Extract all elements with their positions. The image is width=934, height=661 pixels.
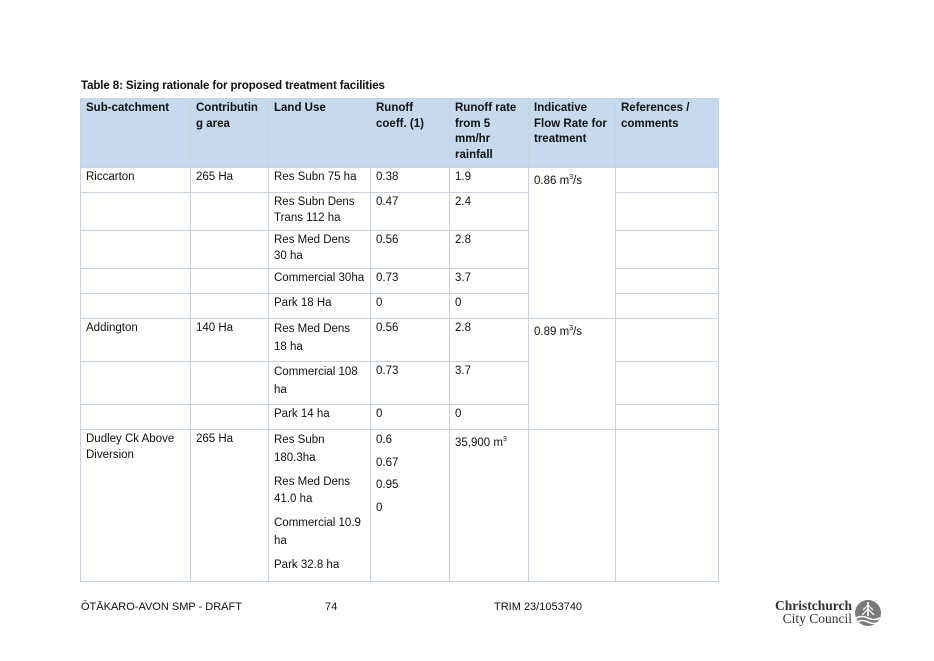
sub-catchment-cell — [81, 193, 191, 231]
area-cell — [191, 269, 269, 294]
sub-catchment-cell: Addington — [81, 319, 191, 362]
coeff-value: 0.6 — [376, 434, 392, 446]
coeff-cell: 0.47 — [371, 193, 450, 231]
rate-cell: 2.4 — [450, 193, 529, 231]
table-row — [81, 319, 719, 362]
rate-cell: 0 — [450, 294, 529, 319]
trim-reference: TRIM 23/1053740 — [494, 601, 583, 613]
land-use-cell: Res Subn Dens Trans 112 ha — [269, 193, 371, 231]
area-cell: 265 Ha — [191, 430, 269, 582]
rate-cell: 3.7 — [450, 269, 529, 294]
sub-catchment-cell — [81, 231, 191, 269]
header-flow-rate: Indicative Flow Rate for treatment — [529, 99, 616, 168]
land-use-cell: Park 18 Ha — [269, 294, 371, 319]
header-runoff-rate: Runoff rate from 5 mm/hr rainfall — [450, 99, 529, 168]
coeff-value: 0 — [376, 501, 383, 514]
table-row — [81, 193, 719, 231]
flow-rate-cell — [529, 319, 616, 430]
flow-unit: 3 — [569, 325, 574, 332]
area-cell — [191, 294, 269, 319]
coeff-cell — [371, 430, 450, 582]
land-use-text: Res Med Dens 41.0 ha — [274, 475, 351, 505]
rate-cell: 2.8 — [450, 319, 529, 362]
area-cell — [191, 193, 269, 231]
header-contributing-area: Contributin g area — [191, 99, 269, 168]
footer-title: ŌTĀKARO-AVON SMP - DRAFT — [81, 601, 242, 613]
rate-cell — [450, 430, 529, 582]
area-cell: 140 Ha — [191, 319, 269, 362]
logo-text — [768, 599, 852, 625]
references-cell — [616, 362, 719, 405]
table-row — [81, 269, 719, 294]
land-use-text: Park 32.8 ha — [274, 558, 340, 571]
coeff-cell: 0 — [371, 405, 450, 430]
references-cell — [616, 269, 719, 294]
sub-catchment-cell — [81, 362, 191, 405]
header-land-use: Land Use — [269, 99, 371, 168]
council-logo — [768, 599, 884, 629]
land-use-text: Commercial 108 ha — [274, 366, 358, 396]
coeff-cell: 0.73 — [371, 362, 450, 405]
rate-unit: 3 — [502, 436, 507, 443]
flow-suffix: /s — [573, 325, 583, 338]
table-row — [81, 362, 719, 405]
area-cell — [191, 362, 269, 405]
flow-value: 0.86 m — [534, 174, 570, 187]
table-row — [81, 430, 719, 582]
council-emblem-icon — [854, 599, 882, 627]
sub-catchment-cell — [81, 269, 191, 294]
table-header-row — [81, 99, 719, 168]
table-row — [81, 294, 719, 319]
references-cell — [616, 294, 719, 319]
coeff-cell: 0.38 — [371, 168, 450, 193]
references-cell — [616, 193, 719, 231]
sub-catchment-cell — [81, 405, 191, 430]
references-cell — [616, 430, 719, 582]
rate-cell: 1.9 — [450, 168, 529, 193]
land-use-cell: Park 14 ha — [269, 405, 371, 430]
land-use-text: Res Med Dens 18 ha — [274, 323, 351, 353]
header-references: References / comments — [616, 99, 719, 168]
coeff-cell: 0.56 — [371, 319, 450, 362]
flow-unit: 3 — [569, 174, 574, 181]
references-cell — [616, 319, 719, 362]
coeff-value: 0.67 — [376, 456, 399, 469]
header-runoff-coeff: Runoff coeff. (1) — [371, 99, 450, 168]
land-use-cell: Res Med Dens 30 ha — [269, 231, 371, 269]
references-cell — [616, 231, 719, 269]
flow-value: 0.89 m — [534, 325, 570, 338]
sub-catchment-cell: Riccarton — [81, 168, 191, 193]
land-use-cell — [269, 430, 371, 582]
coeff-cell: 0 — [371, 294, 450, 319]
logo-line-2: City Council — [782, 611, 852, 626]
flow-rate-cell — [529, 430, 616, 582]
flow-rate-cell — [529, 168, 616, 319]
sub-catchment-cell: Dudley Ck Above Diversion — [81, 430, 191, 582]
flow-suffix: /s — [573, 174, 583, 187]
rate-cell: 0 — [450, 405, 529, 430]
table-row — [81, 405, 719, 430]
table-row — [81, 231, 719, 269]
references-cell — [616, 168, 719, 193]
header-sub-catchment: Sub-catchment — [81, 99, 191, 168]
area-cell: 265 Ha — [191, 168, 269, 193]
area-cell — [191, 405, 269, 430]
land-use-cell — [269, 319, 371, 362]
rate-value: 35,900 m — [455, 436, 503, 449]
rate-cell: 3.7 — [450, 362, 529, 405]
page-number: 74 — [325, 601, 338, 613]
logo-line-1: Christchurch — [774, 598, 852, 613]
land-use-cell: Res Subn 75 ha — [269, 168, 371, 193]
table-row — [81, 168, 719, 193]
land-use-cell: Commercial 30ha — [269, 269, 371, 294]
rate-cell: 2.8 — [450, 231, 529, 269]
table-caption: Table 8: Sizing rationale for proposed treatment facilities — [81, 80, 385, 92]
land-use-cell — [269, 362, 371, 405]
coeff-cell: 0.73 — [371, 269, 450, 294]
references-cell — [616, 405, 719, 430]
coeff-cell: 0.56 — [371, 231, 450, 269]
sizing-table — [80, 98, 719, 582]
area-cell — [191, 231, 269, 269]
land-use-text: Res Subn 180.3ha — [274, 434, 325, 464]
coeff-value: 0.95 — [376, 479, 399, 491]
sub-catchment-cell — [81, 294, 191, 319]
land-use-text: Commercial 10.9 ha — [274, 517, 361, 547]
